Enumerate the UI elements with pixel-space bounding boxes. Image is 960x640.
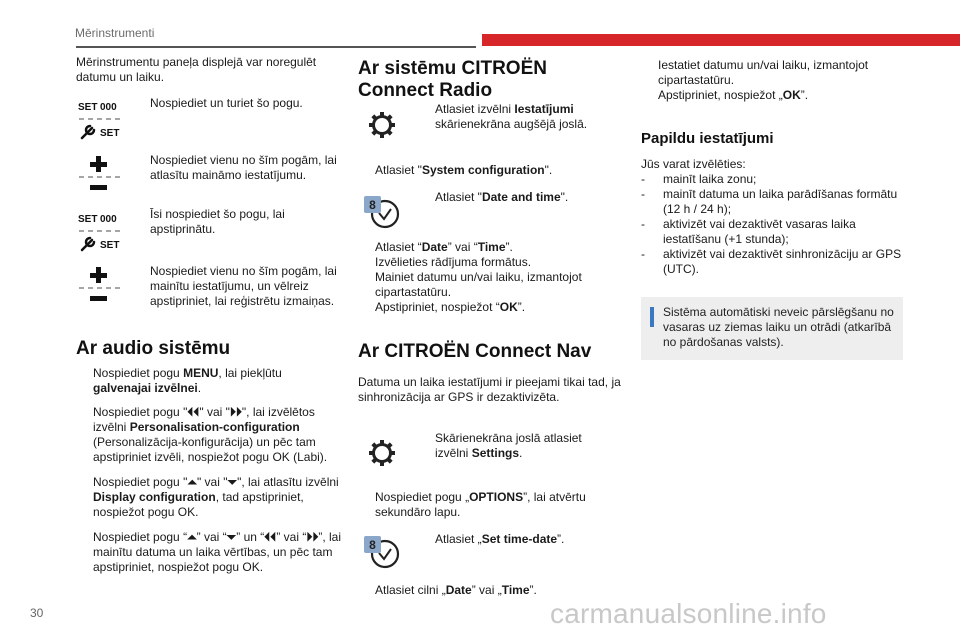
audio-step-2: Nospiediet pogu "⏴⏴" vai "⏵⏵", lai izvēlētos izvēlni Personalisation-configuration (Personalizācija-konfigurācija) un pēc tam apstipriniet izvēli, nospiežot pogu OK (Labi). <box>93 405 328 464</box>
info-icon <box>650 307 654 327</box>
audio-step-1: Nospiediet pogu MENU, lai piekļūtu galvenajai izvēlnei. <box>93 366 282 395</box>
nav-intro: Datuma un laika iestatījumi ir pieejami tikai tad, ja sinhronizācija ar GPS ir dezaktivizēta. <box>358 375 621 404</box>
header-accent-bar <box>482 34 960 46</box>
audio-heading: Ar audio sistēmu <box>76 338 231 359</box>
intro-text: Mērinstrumentu paneļa displejā var noregulēt datumu un laiku. <box>76 55 317 84</box>
left-arrows-icon: ⏴⏴ <box>264 530 277 544</box>
options-list <box>641 172 906 277</box>
gear-icon <box>367 110 397 140</box>
nav-step-3: Atlasiet „Set time-date”. <box>435 532 565 546</box>
page-number: 30 <box>30 606 44 620</box>
badge-number-2: 8 <box>369 538 376 552</box>
page-header-title: Mērinstrumenti <box>75 26 155 40</box>
radio-step-6: Mainiet datumu un/vai laiku, izmantojot cipartastatūru. <box>375 270 582 299</box>
clock-8-icon <box>363 195 403 231</box>
nav-step-2: Nospiediet pogu „OPTIONS”, lai atvērtu sekundāro lapu. <box>375 490 586 519</box>
set-label-2: SET <box>100 128 120 139</box>
audio-step-3: Nospiediet pogu "⏶" vai "⏷", lai atlasītu izvēlni Display configuration, tad apstipriniet, nospiežot pogu OK. <box>93 475 339 519</box>
up-arrow-icon: ⏶ <box>187 530 197 544</box>
plus-minus-icon-2 <box>76 265 124 303</box>
radio-step-2: Atlasiet "System configuration". <box>375 163 553 177</box>
list-item: - mainīt datuma un laika parādīšanas formātu (12 h / 24 h); <box>641 187 898 216</box>
info-note <box>641 297 903 360</box>
set-value-2: 000 <box>100 214 117 225</box>
nav-heading: Ar CITROËN Connect Nav <box>358 341 592 362</box>
info-text: Sistēma automātiski neveic pārslēgšanu no vasaras uz ziemas laiku un otrādi (atkarībā no pārdošanas valsts). <box>663 305 894 349</box>
radio-heading: Ar sistēmu CITROËN Connect Radio <box>358 58 547 101</box>
right-arrows-icon: ⏵⏵ <box>306 530 319 544</box>
right-step-2: Apstipriniet, nospiežot „OK”. <box>658 88 809 102</box>
down-arrow-icon: ⏷ <box>227 475 238 489</box>
choose-text: Jūs varat izvēlēties: <box>641 157 746 171</box>
list-item: - aktivizēt vai dezaktivēt sinhronizāciju ar GPS (UTC). <box>641 247 902 276</box>
nav-step-1: Skārienekrāna joslā atlasiet izvēlni Settings. <box>435 431 582 460</box>
clock-8-icon-2 <box>363 535 403 571</box>
radio-step-5: Izvēlieties rādījuma formātus. <box>375 255 532 269</box>
panel-step-4: Nospiediet vienu no šīm pogām, lai mainītu iestatījumu, un vēlreiz apstipriniet, lai reģistrētu izmaiņas. <box>150 264 337 308</box>
down-arrow-icon: ⏷ <box>226 530 237 544</box>
left-arrows-icon: ⏴⏴ <box>187 405 200 419</box>
set-button-icon <box>76 98 124 140</box>
audio-step-4: Nospiediet pogu “⏶” vai “⏷” un “⏴⏴” vai “⏵⏵”, lai mainītu datuma un laika vērtības, un pēc tam apstipriniet, nospiežot pogu OK. <box>93 530 341 574</box>
header-divider <box>76 46 476 48</box>
set-value: 000 <box>100 102 117 113</box>
nav-step-4: Atlasiet cilni „Date” vai „Time”. <box>375 583 537 597</box>
radio-step-7: Apstipriniet, nospiežot “OK”. <box>375 300 526 314</box>
right-step-1: Iestatiet datumu un/vai laiku, izmantojot cipartastatūru. <box>658 58 869 87</box>
radio-step-1: Atlasiet izvēlni Iestatījumi skārienekrāna augšējā joslā. <box>435 102 588 131</box>
badge-number: 8 <box>369 198 376 212</box>
radio-step-3: Atlasiet "Date and time". <box>435 190 569 204</box>
set-label-3: SET <box>78 214 98 225</box>
up-arrow-icon: ⏶ <box>187 475 197 489</box>
right-arrows-icon: ⏵⏵ <box>229 405 242 419</box>
panel-step-1: Nospiediet un turiet šo pogu. <box>150 96 303 110</box>
list-item: - mainīt laika zonu; <box>641 172 757 186</box>
plus-minus-icon <box>76 154 124 192</box>
extra-settings-heading: Papildu iestatījumi <box>641 130 774 147</box>
set-label: SET <box>78 102 98 113</box>
list-item: - aktivizēt vai dezaktivēt vasaras laika iestatīšanu (+1 stunda); <box>641 217 856 246</box>
watermark: carmanualsonline.info <box>550 598 827 629</box>
panel-step-2: Nospiediet vienu no šīm pogām, lai atlasītu maināmo iestatījumu. <box>150 153 337 182</box>
radio-step-4: Atlasiet “Date” vai “Time”. <box>375 240 513 254</box>
gear-icon-2 <box>367 438 397 468</box>
set-label-4: SET <box>100 240 120 251</box>
set-button-icon-2 <box>76 210 124 252</box>
panel-step-3: Īsi nospiediet šo pogu, lai apstiprinātu. <box>150 207 285 236</box>
